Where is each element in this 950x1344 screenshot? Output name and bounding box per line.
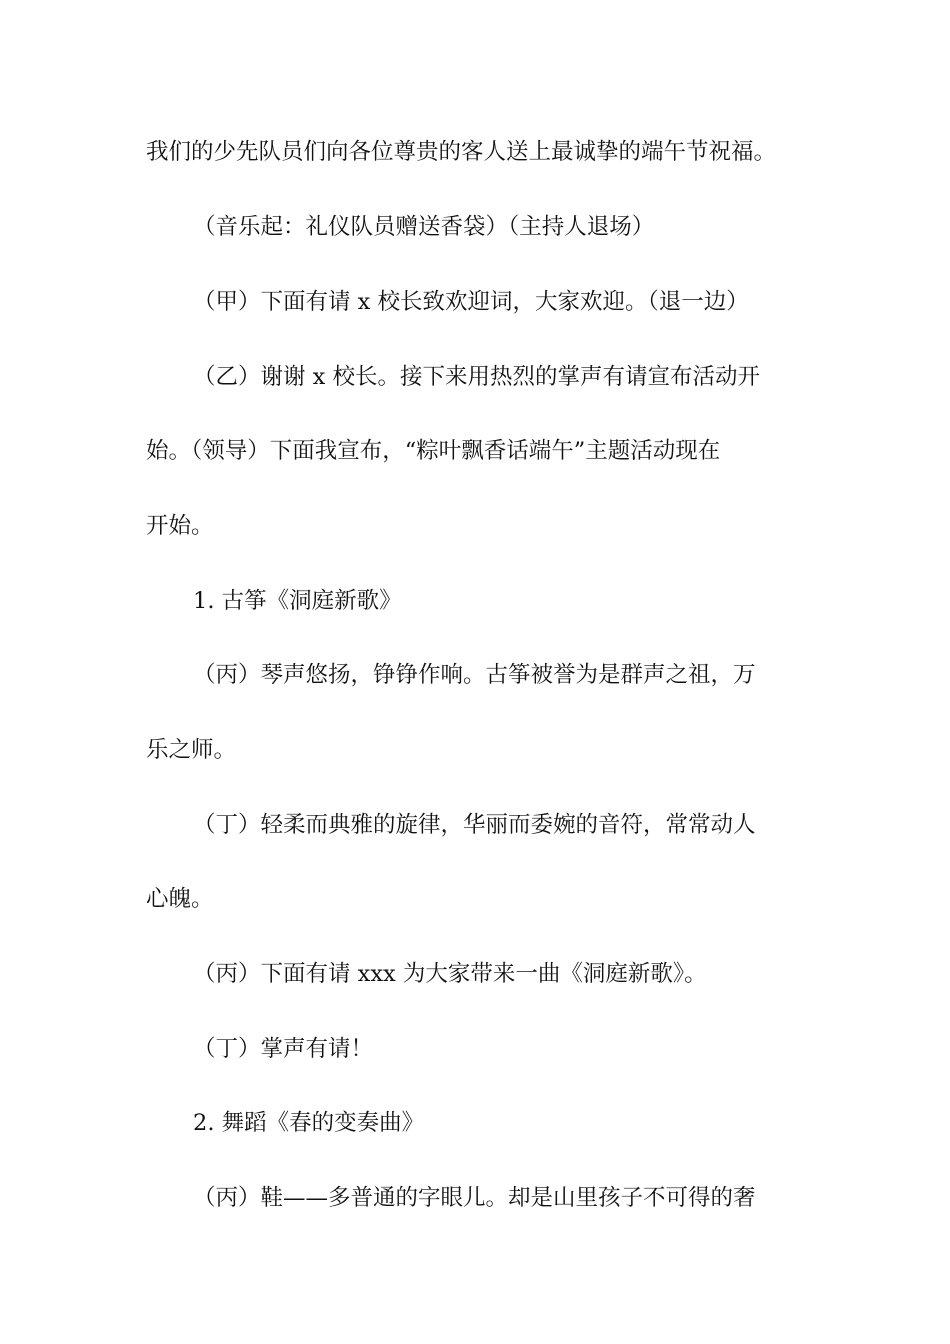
dialogue-line-continued: 始。（领导）下面我宣布，“粽叶飘香话端午”主题活动现在 — [146, 438, 721, 464]
dialogue-line-continued: 心魄。 — [146, 886, 214, 912]
dialogue-line: （丙）下面有请 xxx 为大家带来一曲《洞庭新歌》。 — [193, 961, 707, 987]
stage-direction-line: （音乐起：礼仪队员赠送香袋）（主持人退场） — [193, 214, 655, 240]
program-item-heading: 1. 古筝《洞庭新歌》 — [193, 588, 402, 614]
dialogue-line-continued: 乐之师。 — [146, 737, 237, 763]
dialogue-line: （乙）谢谢 x 校长。接下来用热烈的掌声有请宣布活动开 — [193, 364, 760, 390]
dialogue-line: （甲）下面有请 x 校长致欢迎词，大家欢迎。（退一边） — [193, 289, 749, 315]
dialogue-line: （丁）掌声有请！ — [193, 1036, 374, 1062]
dialogue-line: （丙）琴声悠扬，铮铮作响。古筝被誉为是群声之祖，万 — [193, 662, 756, 688]
paragraph-line: 我们的少先队员们向各位尊贵的客人送上最诚挚的端午节祝福。 — [146, 139, 777, 165]
program-item-heading: 2. 舞蹈《春的变奏曲》 — [193, 1110, 425, 1136]
dialogue-line: （丙）鞋——多普通的字眼儿。却是山里孩子不可得的奢 — [193, 1185, 756, 1211]
dialogue-line-continued: 开始。 — [146, 513, 214, 539]
dialogue-line: （丁）轻柔而典雅的旋律，华丽而委婉的音符，常常动人 — [193, 812, 756, 838]
